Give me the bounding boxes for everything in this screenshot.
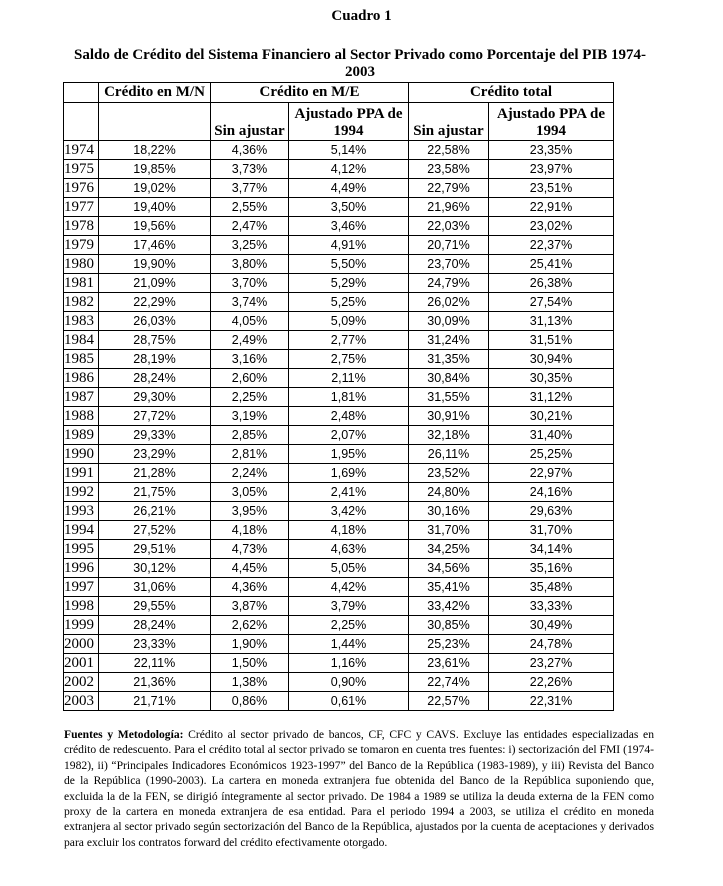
credito-mn-cell: 31,06%	[99, 578, 211, 597]
total-sin-ajustar-cell: 22,79%	[409, 179, 489, 198]
total-ajustado-cell: 27,54%	[489, 293, 614, 312]
me-sin-ajustar-cell: 4,73%	[211, 540, 289, 559]
table-row	[64, 578, 614, 597]
me-sin-ajustar-cell: 2,62%	[211, 616, 289, 635]
total-sin-ajustar-cell: 21,96%	[409, 198, 489, 217]
year-cell: 1975	[64, 160, 99, 179]
total-sin-ajustar-cell: 23,61%	[409, 654, 489, 673]
total-sin-ajustar-cell: 31,70%	[409, 521, 489, 540]
me-sin-ajustar-cell: 3,95%	[211, 502, 289, 521]
year-cell: 2002	[64, 673, 99, 692]
total-ajustado-cell: 31,70%	[489, 521, 614, 540]
credito-mn-cell: 21,75%	[99, 483, 211, 502]
total-ajustado-cell: 24,78%	[489, 635, 614, 654]
credito-mn-cell: 27,72%	[99, 407, 211, 426]
me-ajustado-cell: 1,69%	[289, 464, 409, 483]
subheader-me-ajustado: Ajustado PPA de 1994	[289, 103, 409, 141]
table-row	[64, 616, 614, 635]
table-row	[64, 160, 614, 179]
total-ajustado-cell: 25,41%	[489, 255, 614, 274]
me-sin-ajustar-cell: 3,16%	[211, 350, 289, 369]
total-sin-ajustar-cell: 34,25%	[409, 540, 489, 559]
me-ajustado-cell: 3,79%	[289, 597, 409, 616]
me-sin-ajustar-cell: 4,45%	[211, 559, 289, 578]
year-cell: 2001	[64, 654, 99, 673]
total-sin-ajustar-cell: 23,70%	[409, 255, 489, 274]
table-row	[64, 502, 614, 521]
year-cell: 1982	[64, 293, 99, 312]
me-ajustado-cell: 4,42%	[289, 578, 409, 597]
me-sin-ajustar-cell: 1,50%	[211, 654, 289, 673]
me-ajustado-cell: 4,49%	[289, 179, 409, 198]
total-ajustado-cell: 23,97%	[489, 160, 614, 179]
year-cell: 1997	[64, 578, 99, 597]
me-ajustado-cell: 1,95%	[289, 445, 409, 464]
year-cell: 1994	[64, 521, 99, 540]
total-sin-ajustar-cell: 30,09%	[409, 312, 489, 331]
total-sin-ajustar-cell: 26,11%	[409, 445, 489, 464]
table-row	[64, 198, 614, 217]
total-ajustado-cell: 23,35%	[489, 141, 614, 160]
total-sin-ajustar-cell: 32,18%	[409, 426, 489, 445]
credito-mn-cell: 30,12%	[99, 559, 211, 578]
year-cell: 1977	[64, 198, 99, 217]
credito-mn-cell: 28,19%	[99, 350, 211, 369]
total-sin-ajustar-cell: 22,58%	[409, 141, 489, 160]
me-sin-ajustar-cell: 3,25%	[211, 236, 289, 255]
year-cell: 1999	[64, 616, 99, 635]
total-sin-ajustar-cell: 31,55%	[409, 388, 489, 407]
table-row	[64, 407, 614, 426]
total-ajustado-cell: 35,48%	[489, 578, 614, 597]
year-cell: 1996	[64, 559, 99, 578]
credito-mn-cell: 17,46%	[99, 236, 211, 255]
table-row	[64, 369, 614, 388]
table-title: Saldo de Crédito del Sistema Financiero al Sector Privado como Porcentaje del PIB 1974-2003	[73, 47, 646, 80]
total-sin-ajustar-cell: 23,52%	[409, 464, 489, 483]
notes-label: Fuentes y Metodología:	[64, 728, 184, 741]
total-ajustado-cell: 31,12%	[489, 388, 614, 407]
credito-mn-cell: 28,24%	[99, 369, 211, 388]
table-row	[64, 521, 614, 540]
me-sin-ajustar-cell: 2,25%	[211, 388, 289, 407]
total-sin-ajustar-cell: 35,41%	[409, 578, 489, 597]
table-row	[64, 673, 614, 692]
year-cell: 1980	[64, 255, 99, 274]
me-ajustado-cell: 3,50%	[289, 198, 409, 217]
sub-header-row	[64, 103, 614, 141]
me-sin-ajustar-cell: 3,74%	[211, 293, 289, 312]
credito-mn-cell: 26,03%	[99, 312, 211, 331]
me-sin-ajustar-cell: 3,87%	[211, 597, 289, 616]
table-row	[64, 426, 614, 445]
subheader-me-sin-ajustar: Sin ajustar	[211, 103, 289, 141]
table-row	[64, 597, 614, 616]
year-cell: 1995	[64, 540, 99, 559]
total-ajustado-cell: 24,16%	[489, 483, 614, 502]
me-ajustado-cell: 5,14%	[289, 141, 409, 160]
table-row	[64, 217, 614, 236]
total-sin-ajustar-cell: 30,16%	[409, 502, 489, 521]
year-cell: 2000	[64, 635, 99, 654]
credito-mn-cell: 21,28%	[99, 464, 211, 483]
table-row	[64, 483, 614, 502]
total-ajustado-cell: 23,27%	[489, 654, 614, 673]
me-ajustado-cell: 2,11%	[289, 369, 409, 388]
me-sin-ajustar-cell: 0,86%	[211, 692, 289, 711]
header-credito-me: Crédito en M/E	[211, 83, 409, 103]
me-ajustado-cell: 5,50%	[289, 255, 409, 274]
me-sin-ajustar-cell: 4,36%	[211, 578, 289, 597]
me-ajustado-cell: 1,16%	[289, 654, 409, 673]
year-cell: 1988	[64, 407, 99, 426]
total-sin-ajustar-cell: 31,35%	[409, 350, 489, 369]
table-row	[64, 635, 614, 654]
total-ajustado-cell: 26,38%	[489, 274, 614, 293]
me-ajustado-cell: 2,25%	[289, 616, 409, 635]
credito-mn-cell: 28,75%	[99, 331, 211, 350]
year-cell: 2003	[64, 692, 99, 711]
table-row	[64, 141, 614, 160]
table-row	[64, 331, 614, 350]
total-sin-ajustar-cell: 30,84%	[409, 369, 489, 388]
me-sin-ajustar-cell: 3,70%	[211, 274, 289, 293]
credito-mn-cell: 28,24%	[99, 616, 211, 635]
year-cell: 1987	[64, 388, 99, 407]
me-sin-ajustar-cell: 2,55%	[211, 198, 289, 217]
year-cell: 1984	[64, 331, 99, 350]
credito-mn-cell: 19,56%	[99, 217, 211, 236]
year-cell: 1978	[64, 217, 99, 236]
table-row	[64, 388, 614, 407]
total-ajustado-cell: 30,35%	[489, 369, 614, 388]
sources-methodology-note	[64, 727, 654, 850]
me-ajustado-cell: 2,77%	[289, 331, 409, 350]
credito-mn-cell: 23,29%	[99, 445, 211, 464]
total-ajustado-cell: 23,02%	[489, 217, 614, 236]
total-sin-ajustar-cell: 22,57%	[409, 692, 489, 711]
table-row	[64, 540, 614, 559]
credito-mn-cell: 22,11%	[99, 654, 211, 673]
me-ajustado-cell: 0,61%	[289, 692, 409, 711]
year-header-empty	[64, 83, 99, 103]
total-sin-ajustar-cell: 20,71%	[409, 236, 489, 255]
total-sin-ajustar-cell: 30,91%	[409, 407, 489, 426]
total-ajustado-cell: 35,16%	[489, 559, 614, 578]
me-ajustado-cell: 5,25%	[289, 293, 409, 312]
total-ajustado-cell: 30,49%	[489, 616, 614, 635]
year-subheader-empty	[64, 103, 99, 141]
me-ajustado-cell: 2,75%	[289, 350, 409, 369]
total-sin-ajustar-cell: 31,24%	[409, 331, 489, 350]
subheader-total-sin-ajustar: Sin ajustar	[409, 103, 489, 141]
year-cell: 1991	[64, 464, 99, 483]
total-ajustado-cell: 25,25%	[489, 445, 614, 464]
me-ajustado-cell: 2,41%	[289, 483, 409, 502]
credito-mn-cell: 27,52%	[99, 521, 211, 540]
me-ajustado-cell: 0,90%	[289, 673, 409, 692]
year-cell: 1974	[64, 141, 99, 160]
me-ajustado-cell: 5,29%	[289, 274, 409, 293]
total-sin-ajustar-cell: 25,23%	[409, 635, 489, 654]
table-row	[64, 274, 614, 293]
header-credito-mn: Crédito en M/N	[99, 83, 211, 103]
subheader-mn	[99, 103, 211, 141]
year-cell: 1983	[64, 312, 99, 331]
credito-mn-cell: 29,51%	[99, 540, 211, 559]
table-row	[64, 312, 614, 331]
total-sin-ajustar-cell: 22,74%	[409, 673, 489, 692]
credit-table	[63, 82, 614, 711]
year-cell: 1985	[64, 350, 99, 369]
table-row	[64, 559, 614, 578]
me-sin-ajustar-cell: 4,18%	[211, 521, 289, 540]
header-credito-total: Crédito total	[409, 83, 614, 103]
me-ajustado-cell: 3,46%	[289, 217, 409, 236]
credito-mn-cell: 19,90%	[99, 255, 211, 274]
year-cell: 1986	[64, 369, 99, 388]
me-sin-ajustar-cell: 3,73%	[211, 160, 289, 179]
year-cell: 1990	[64, 445, 99, 464]
me-ajustado-cell: 5,09%	[289, 312, 409, 331]
me-ajustado-cell: 2,48%	[289, 407, 409, 426]
total-sin-ajustar-cell: 24,79%	[409, 274, 489, 293]
total-ajustado-cell: 31,13%	[489, 312, 614, 331]
me-ajustado-cell: 1,81%	[289, 388, 409, 407]
year-cell: 1998	[64, 597, 99, 616]
credito-mn-cell: 23,33%	[99, 635, 211, 654]
me-ajustado-cell: 3,42%	[289, 502, 409, 521]
me-sin-ajustar-cell: 4,05%	[211, 312, 289, 331]
credito-mn-cell: 21,71%	[99, 692, 211, 711]
me-sin-ajustar-cell: 1,38%	[211, 673, 289, 692]
credito-mn-cell: 29,33%	[99, 426, 211, 445]
total-ajustado-cell: 23,51%	[489, 179, 614, 198]
group-header-row	[64, 83, 614, 103]
total-ajustado-cell: 22,91%	[489, 198, 614, 217]
credito-mn-cell: 21,36%	[99, 673, 211, 692]
me-sin-ajustar-cell: 3,05%	[211, 483, 289, 502]
year-cell: 1993	[64, 502, 99, 521]
table-row	[64, 350, 614, 369]
notes-text: Crédito al sector privado de bancos, CF, CFC y CAVS. Excluye las entidades especializadas en crédito de redescuento. Para el crédito total al sector privado se tomaron en cuenta tres fuentes: i) sectorización del FMI (1974-1982), ii) “Principales Indicadores Económicos 1923-1997” del Banco de la República (1983-1989), y iii) Revista del Banco de la República (1990-2003). La cartera en moneda extranjera fue obtenida del Banco de la República suponiendo que, excluida la de la FEN, se dirigió íntegramente al sector privado. De 1984 a 1989 se utiliza la deuda externa de la FEN como proxy de la cartera en moneda extranjera de esa entidad. Para el periodo 1994 a 2003, se utiliza el crédito en moneda extranjera al sector privado según sectorización del Banco de la República, ajustados por la cuenta de aceptaciones y derivados para excluir los contratos forward del crédito efectivamente otorgado.	[64, 728, 654, 849]
total-ajustado-cell: 31,51%	[489, 331, 614, 350]
credito-mn-cell: 29,30%	[99, 388, 211, 407]
total-sin-ajustar-cell: 34,56%	[409, 559, 489, 578]
credito-mn-cell: 19,85%	[99, 160, 211, 179]
me-sin-ajustar-cell: 3,19%	[211, 407, 289, 426]
total-ajustado-cell: 34,14%	[489, 540, 614, 559]
subheader-total-ajustado: Ajustado PPA de 1994	[489, 103, 614, 141]
me-ajustado-cell: 2,07%	[289, 426, 409, 445]
me-ajustado-cell: 4,12%	[289, 160, 409, 179]
total-ajustado-cell: 30,21%	[489, 407, 614, 426]
me-sin-ajustar-cell: 3,77%	[211, 179, 289, 198]
table-row	[64, 179, 614, 198]
me-sin-ajustar-cell: 2,60%	[211, 369, 289, 388]
total-ajustado-cell: 33,33%	[489, 597, 614, 616]
me-ajustado-cell: 4,18%	[289, 521, 409, 540]
table-row	[64, 445, 614, 464]
credito-mn-cell: 19,02%	[99, 179, 211, 198]
me-sin-ajustar-cell: 1,90%	[211, 635, 289, 654]
total-sin-ajustar-cell: 30,85%	[409, 616, 489, 635]
year-cell: 1979	[64, 236, 99, 255]
total-sin-ajustar-cell: 22,03%	[409, 217, 489, 236]
total-ajustado-cell: 22,37%	[489, 236, 614, 255]
table-row	[64, 293, 614, 312]
year-cell: 1989	[64, 426, 99, 445]
me-ajustado-cell: 4,63%	[289, 540, 409, 559]
table-caption: Cuadro 1	[331, 8, 392, 24]
table-row	[64, 692, 614, 711]
table-row	[64, 654, 614, 673]
credito-mn-cell: 29,55%	[99, 597, 211, 616]
me-sin-ajustar-cell: 4,36%	[211, 141, 289, 160]
credito-mn-cell: 19,40%	[99, 198, 211, 217]
credito-mn-cell: 22,29%	[99, 293, 211, 312]
me-ajustado-cell: 5,05%	[289, 559, 409, 578]
total-sin-ajustar-cell: 24,80%	[409, 483, 489, 502]
credito-mn-cell: 26,21%	[99, 502, 211, 521]
credito-mn-cell: 18,22%	[99, 141, 211, 160]
total-ajustado-cell: 30,94%	[489, 350, 614, 369]
total-sin-ajustar-cell: 23,58%	[409, 160, 489, 179]
table-row	[64, 236, 614, 255]
total-sin-ajustar-cell: 26,02%	[409, 293, 489, 312]
me-sin-ajustar-cell: 2,24%	[211, 464, 289, 483]
me-ajustado-cell: 1,44%	[289, 635, 409, 654]
total-ajustado-cell: 22,97%	[489, 464, 614, 483]
me-sin-ajustar-cell: 2,49%	[211, 331, 289, 350]
table-row	[64, 464, 614, 483]
total-ajustado-cell: 22,26%	[489, 673, 614, 692]
total-ajustado-cell: 22,31%	[489, 692, 614, 711]
credito-mn-cell: 21,09%	[99, 274, 211, 293]
year-cell: 1992	[64, 483, 99, 502]
me-sin-ajustar-cell: 2,85%	[211, 426, 289, 445]
me-sin-ajustar-cell: 2,81%	[211, 445, 289, 464]
total-ajustado-cell: 29,63%	[489, 502, 614, 521]
me-sin-ajustar-cell: 3,80%	[211, 255, 289, 274]
me-sin-ajustar-cell: 2,47%	[211, 217, 289, 236]
total-sin-ajustar-cell: 33,42%	[409, 597, 489, 616]
year-cell: 1981	[64, 274, 99, 293]
table-row	[64, 255, 614, 274]
me-ajustado-cell: 4,91%	[289, 236, 409, 255]
year-cell: 1976	[64, 179, 99, 198]
total-ajustado-cell: 31,40%	[489, 426, 614, 445]
